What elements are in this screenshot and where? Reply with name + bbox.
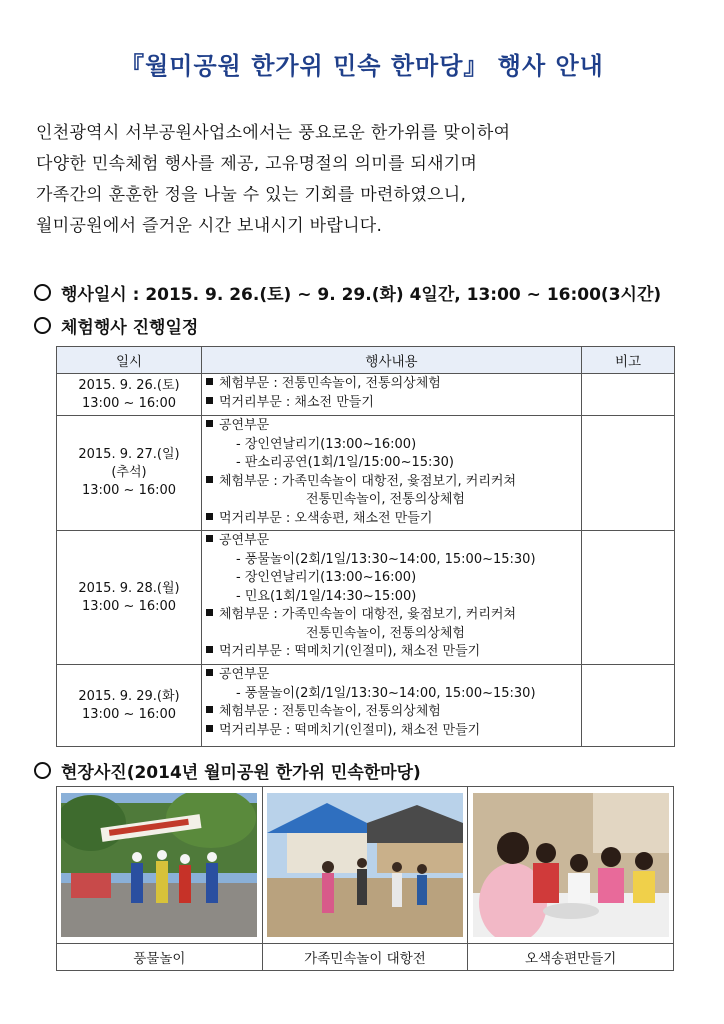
schedule-content-text: 체험부문 : 전통민속놀이, 전통의상체험 xyxy=(219,376,441,391)
schedule-date-line: 13:00 ~ 16:00 xyxy=(81,598,177,614)
schedule-content-cell xyxy=(202,416,582,531)
schedule-content-text: - 풍물놀이(2회/1일/13:30~14:00, 15:00~15:30) xyxy=(236,551,536,567)
intro-line: 다양한 민속체험 행사를 제공, 고유명절의 의미를 되새기며 xyxy=(36,154,478,174)
schedule-content-text: 전통민속놀이, 전통의상체험 xyxy=(306,492,465,507)
schedule-content-text: 공연부문 xyxy=(219,418,270,433)
square-bullet-icon xyxy=(206,476,213,483)
schedule-section xyxy=(34,313,198,338)
table-row xyxy=(57,374,675,416)
schedule-content-line xyxy=(206,454,577,473)
circle-bullet-icon xyxy=(34,317,51,334)
schedule-content-line xyxy=(206,722,577,741)
square-bullet-icon xyxy=(206,378,213,385)
schedule-date-line: 2015. 9. 29.(화) xyxy=(78,688,180,704)
schedule-content-text: - 판소리공연(1회/1일/15:00~15:30) xyxy=(236,455,454,470)
event-date-section xyxy=(34,280,661,305)
schedule-content-line xyxy=(206,643,577,662)
table-header-row xyxy=(57,347,675,374)
schedule-content-text: 공연부문 xyxy=(219,533,270,548)
circle-bullet-icon xyxy=(34,284,51,301)
square-bullet-icon xyxy=(206,646,213,653)
square-bullet-icon xyxy=(206,535,213,542)
square-bullet-icon xyxy=(206,397,213,404)
schedule-date-cell xyxy=(57,416,202,531)
intro-line: 가족간의 훈훈한 정을 나눌 수 있는 기회를 마련하였으니, xyxy=(36,185,467,205)
photo-caption: 오색송편만들기 xyxy=(468,944,674,971)
schedule-content-line xyxy=(206,510,577,529)
schedule-content-line xyxy=(206,685,577,704)
schedule-content-text: 체험부문 : 전통민속놀이, 전통의상체험 xyxy=(219,704,441,719)
schedule-date-line: 13:00 ~ 16:00 xyxy=(81,395,177,411)
schedule-content-line xyxy=(206,588,577,607)
photo-table xyxy=(56,786,674,971)
schedule-content-text: 먹거리부문 : 떡메치기(인절미), 채소전 만들기 xyxy=(219,644,481,659)
songpyeon-photo-icon xyxy=(473,793,669,937)
schedule-content-line xyxy=(206,417,577,436)
schedule-content-line xyxy=(206,532,577,551)
schedule-content-text: 체험부문 : 가족민속놀이 대항전, 윷점보기, 커리커쳐 xyxy=(219,473,517,489)
schedule-note-cell xyxy=(582,531,675,665)
schedule-date-line: 2015. 9. 28.(월) xyxy=(78,580,180,596)
table-row xyxy=(57,531,675,665)
schedule-note-cell xyxy=(582,374,675,416)
photos-heading: 현장사진(2014년 월미공원 한가위 민속한마당) xyxy=(61,763,421,783)
schedule-content-text: - 민요(1회/1일/14:30~15:00) xyxy=(236,588,417,604)
header-note: 비고 xyxy=(582,347,675,374)
schedule-content-line xyxy=(206,394,577,413)
intro-line: 월미공원에서 즐거운 시간 보내시기 바랍니다. xyxy=(36,216,383,236)
schedule-content-line xyxy=(206,625,577,644)
square-bullet-icon xyxy=(206,513,213,520)
photo-cell xyxy=(468,787,674,944)
pungmul-photo-icon xyxy=(61,793,257,937)
schedule-note-cell xyxy=(582,416,675,531)
schedule-content-text: 전통민속놀이, 전통의상체험 xyxy=(306,625,465,641)
schedule-date-cell xyxy=(57,531,202,665)
schedule-note-cell xyxy=(582,665,675,747)
schedule-content-text: - 장인연날리기(13:00~16:00) xyxy=(236,436,417,452)
schedule-content-cell xyxy=(202,531,582,665)
header-content: 행사내용 xyxy=(202,347,582,374)
square-bullet-icon xyxy=(206,706,213,713)
schedule-date-line: 2015. 9. 27.(일) xyxy=(78,447,180,462)
schedule-date-line: 13:00 ~ 16:00 xyxy=(81,706,177,722)
schedule-content-text: 먹거리부문 : 채소전 만들기 xyxy=(219,394,374,410)
folk-game-photo-icon xyxy=(267,793,463,937)
page-title: 『월미공원 한가위 민속 한마당』 행사 안내 xyxy=(120,52,604,80)
square-bullet-icon xyxy=(206,609,213,616)
photo-caption: 풍물놀이 xyxy=(57,944,263,971)
schedule-content-line xyxy=(206,551,577,570)
photo-cell xyxy=(262,787,468,944)
table-row xyxy=(57,665,675,747)
schedule-content-text: - 장인연날리기(13:00~16:00) xyxy=(236,570,417,585)
circle-bullet-icon xyxy=(34,762,51,779)
intro-line: 인천광역시 서부공원사업소에서는 풍요로운 한가위를 맞이하여 xyxy=(36,123,511,143)
schedule-date-line: 13:00 ~ 16:00 xyxy=(81,483,177,498)
schedule-content-line xyxy=(206,703,577,722)
schedule-date-cell xyxy=(57,374,202,416)
table-row xyxy=(57,416,675,531)
schedule-content-text: 먹거리부문 : 오색송편, 채소전 만들기 xyxy=(219,510,433,526)
schedule-content-line xyxy=(206,569,577,588)
schedule-content-cell xyxy=(202,665,582,747)
schedule-content-text: 공연부문 xyxy=(219,667,270,682)
schedule-content-text: 먹거리부문 : 떡메치기(인절미), 채소전 만들기 xyxy=(219,722,481,738)
schedule-content-line xyxy=(206,473,577,492)
square-bullet-icon xyxy=(206,420,213,427)
schedule-date-cell xyxy=(57,665,202,747)
photo-caption: 가족민속놀이 대항전 xyxy=(262,944,468,971)
header-date: 일시 xyxy=(57,347,202,374)
intro-paragraph xyxy=(36,118,686,242)
square-bullet-icon xyxy=(206,669,213,676)
schedule-content-line xyxy=(206,375,577,394)
schedule-table xyxy=(56,346,675,747)
event-date-text: 행사일시 : 2015. 9. 26.(토) ~ 9. 29.(화) 4일간, 13:00 ~ 16:00(3시간) xyxy=(61,285,662,305)
schedule-content-line xyxy=(206,666,577,685)
schedule-content-cell xyxy=(202,374,582,416)
schedule-date-line: (추석) xyxy=(111,465,147,480)
schedule-heading: 체험행사 진행일정 xyxy=(61,318,199,338)
schedule-content-line xyxy=(206,606,577,625)
schedule-content-line xyxy=(206,491,577,510)
schedule-content-text: - 풍물놀이(2회/1일/13:30~14:00, 15:00~15:30) xyxy=(236,685,536,701)
schedule-date-line: 2015. 9. 26.(토) xyxy=(78,377,180,393)
schedule-content-line xyxy=(206,436,577,455)
photos-section xyxy=(34,758,421,783)
square-bullet-icon xyxy=(206,725,213,732)
schedule-content-text: 체험부문 : 가족민속놀이 대항전, 윷점보기, 커리커쳐 xyxy=(219,607,517,622)
photo-cell xyxy=(57,787,263,944)
